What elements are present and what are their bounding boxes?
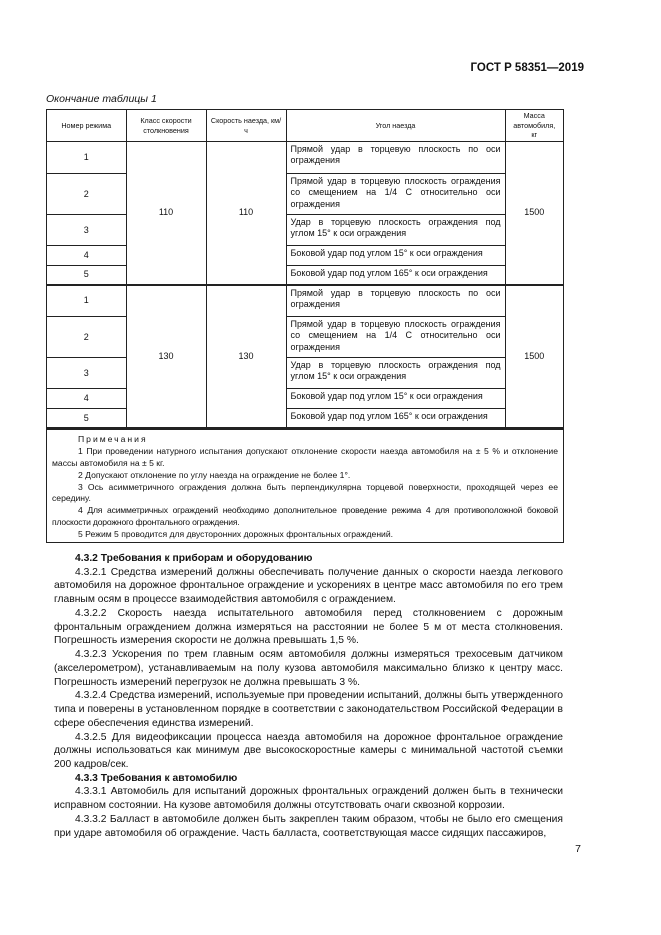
standard-designation: ГОСТ Р 58351—2019: [470, 62, 584, 74]
angle-cell: Боковой удар под углом 165° к оси ограждения: [286, 409, 505, 428]
mode-cell: 2: [47, 174, 126, 215]
angle-cell: Прямой удар в торцевую плоскость ограждения со смещением на 1/4 С относительно оси ограждения: [286, 174, 505, 215]
mass-cell: 1500: [505, 285, 563, 428]
note-item: 2 Допускают отклонение по углу наезда на ограждение не более 1°.: [78, 469, 351, 480]
mode-cell: 5: [47, 266, 126, 285]
paragraph-4-3-3-1: 4.3.3.1 Автомобиль для испытаний дорожных фронтальных ограждений должен быть в технически исправном состоянии. На кузове автомобиля должны отсутствовать очаги сквозной коррозии.: [54, 786, 563, 812]
paragraph-4-3-2-4: 4.3.2.4 Средства измерений, используемые при проведении испытаний, должны быть утвержденного типа и поверены в установленном порядке в соответствии с законодательством Российской Федерации в сфере обеспечения единства измерений.: [54, 690, 563, 729]
speed-cell: 130: [206, 285, 286, 428]
table-header-row: [47, 110, 563, 142]
note-item: 3 Ось асимметричного ограждения должна быть перпендикулярна торцевой поверхности, проходящей через ее середину.: [52, 481, 558, 504]
mode-cell: 4: [47, 389, 126, 409]
angle-cell: Боковой удар под углом 15° к оси ограждения: [286, 389, 505, 409]
mode-cell: 2: [47, 317, 126, 358]
paragraph-4-3-3-2: 4.3.3.2 Балласт в автомобиле должен быть закреплен таким образом, чтобы не было его смещения при ударе автомобиля об ограждение. Часть балласта, соответствующая массе сидящих пассажиров,: [54, 813, 563, 839]
col-header-mass: Масса автомобиля, кг: [505, 110, 563, 142]
mass-cell: 1500: [505, 142, 563, 285]
mode-cell: 5: [47, 409, 126, 428]
paragraph-4-3-2-3: 4.3.2.3 Ускорения по трем главным осям автомобиля должны измеряться трехосевым датчиком (акселерометром), устанавливаемым на полу кузова автомобиля максимально близко к центру масс. Погрешность измерений перегрузок не должна превышать 3 %.: [54, 649, 563, 688]
col-header-speed-class: Класс скорости столкновения: [126, 110, 206, 142]
table-row: [47, 409, 563, 428]
angle-cell: Прямой удар в торцевую плоскость по оси ограждения: [286, 142, 505, 174]
modes-grid: [47, 110, 563, 428]
angle-cell: Боковой удар под углом 15° к оси ограждения: [286, 246, 505, 266]
table-row: [47, 246, 563, 266]
mode-cell: 1: [47, 142, 126, 174]
test-modes-table: [46, 109, 564, 543]
notes-title: Примечания: [78, 434, 148, 445]
note-item: 1 При проведении натурного испытания допускают отклонение скорости наезда автомобиля на ± 5 % и отклонение массы автомобиля на ± 5 кг.: [52, 446, 558, 468]
col-header-angle: Угол наезда: [286, 110, 505, 142]
table-row: [47, 285, 563, 317]
table-row: [47, 174, 563, 215]
mode-cell: 1: [47, 285, 126, 317]
col-header-speed: Скорость наезда, км/ч: [206, 110, 286, 142]
table-row: [47, 389, 563, 409]
table-row: [47, 358, 563, 389]
mode-cell: 4: [47, 246, 126, 266]
angle-cell: Удар в торцевую плоскость ограждения под углом 15° к оси ограждения: [286, 215, 505, 246]
speed-class-cell: 130: [126, 285, 206, 428]
table-row: [47, 317, 563, 358]
document-body: [54, 552, 563, 840]
note-item: 5 Режим 5 проводится для двусторонних дорожных фронтальных ограждений.: [78, 529, 394, 540]
speed-cell: 110: [206, 142, 286, 285]
note-item: 4 Для асимметричных ограждений необходимо дополнительное проведение режима 4 для противоположной боковой плоскости дорожного фронтального ограждения.: [52, 505, 558, 528]
table-notes: [47, 428, 563, 541]
table-row: [47, 266, 563, 285]
section-heading-4-3-3: 4.3.3 Требования к автомобилю: [75, 772, 238, 784]
speed-class-cell: 110: [126, 142, 206, 285]
table-row: [47, 215, 563, 246]
page-number: 7: [575, 843, 581, 855]
mode-cell: 3: [47, 215, 126, 246]
paragraph-4-3-2-1: 4.3.2.1 Средства измерений должны обеспечивать получение данных о скорости наезда легкового автомобиля на дорожное фронтальное ограждение и ускорениях в центре масс автомобиля по его трем главным осям в процессе взаимодействия автомобиля с ограждением.: [54, 566, 563, 606]
angle-cell: Боковой удар под углом 165° к оси ограждения: [286, 266, 505, 285]
angle-cell: Удар в торцевую плоскость ограждения под углом 15° к оси ограждения: [286, 358, 505, 389]
table-row: [47, 142, 563, 174]
angle-cell: Прямой удар в торцевую плоскость по оси ограждения: [286, 285, 505, 317]
paragraph-4-3-2-5: 4.3.2.5 Для видеофиксации процесса наезда автомобиля на дорожное фронтальное ограждение должны использоваться как минимум две высокоскоростные камеры с минимальной частотой съемки 200 кадров/сек.: [54, 731, 563, 771]
col-header-mode: Номер режима: [47, 110, 126, 142]
section-heading-4-3-2: 4.3.2 Требования к приборам и оборудованию: [75, 553, 313, 564]
angle-cell: Прямой удар в торцевую плоскость ограждения со смещением на 1/4 С относительно оси ограждения: [286, 317, 505, 358]
paragraph-4-3-2-2: 4.3.2.2 Скорость наезда испытательного автомобиля перед столкновением с дорожным фронтальным ограждением должна измеряться на расстоянии не более 5 м от места столкновения. Погрешность измерения скорости не должна превышать 1,5 %.: [54, 607, 563, 647]
table-caption: Окончание таблицы 1: [46, 93, 157, 105]
mode-cell: 3: [47, 358, 126, 389]
